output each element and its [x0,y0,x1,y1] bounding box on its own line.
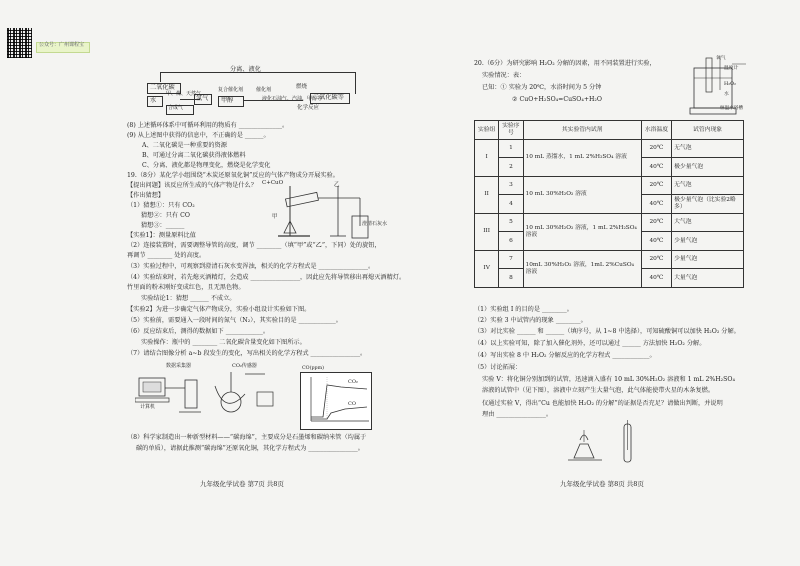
app-label-a: C+CuO [262,180,284,186]
app-r-label-2: 温度计 [724,66,739,71]
table-row [475,176,744,195]
qr-code-icon [7,28,32,58]
left-q8b-1: （8）科学家制造出一种新型材料——“碳海绵”，主要成分是石墨烯和碳纳米管（均属于 [127,434,367,441]
cell-result: 无气泡 [672,176,744,195]
series-co2-line [311,385,367,417]
left-opt-a: A、二氧化碳是一种重要的资源 [142,142,227,149]
flow-node-h2: 氢气 [196,95,209,102]
flow-mid4: 液化石油气、汽油、甲醇等 [262,96,323,102]
right-q20: 20.（6分）为研究影响 H₂O₂ 分解的因素，用不同装置进行实验， [474,60,656,67]
cell-group: I [475,139,499,176]
chart-series-co2: CO₂ [348,379,358,385]
app-r-label-5: 恒温水浴槽 [720,106,743,111]
cell-reagent: 10mL 30%H₂O₂ 溶液，1mL 2%CuSO₄ 溶液 [523,250,641,287]
app2-label-c: CO₂传感器 [232,363,257,369]
left-l3: （3）实验过程中，可观察到澄清石灰水变浑浊，相关的化学方程式是 ________________。 [127,263,375,270]
th-group: 实验组 [475,121,499,140]
flow-top-label: 分离、液化 [230,66,261,73]
cell-no: 4 [499,195,523,214]
cell-group: IV [475,250,499,287]
right-s1: 实验情况：表： [482,72,526,79]
cell-temp: 20℃ [641,176,671,195]
burner-tube-figure [568,420,648,470]
th-no: 实验序号 [499,121,523,140]
flow-node-co2: 二氧化碳 [150,84,175,91]
right-a5: （4）写出实验 8 中 H₂O₂ 分解反应的化学方程式 ____________。 [474,352,656,359]
header-tag-text: 公众号：广州课程宝 [39,42,85,48]
cell-reagent: 10 mL 蒸馏水，1 mL 2%H₂SO₄ 溶液 [523,139,641,176]
cell-temp: 40℃ [641,158,671,177]
left-l6: 实验结论1：猜想 ______ 不成立。 [141,295,236,302]
cell-temp: 20℃ [641,139,671,158]
flow-node-gas: 合成气 [168,105,184,111]
co-chart-svg [301,373,371,429]
cell-result: 大气泡 [672,213,744,232]
cell-no: 7 [499,250,523,269]
th-reagent: 其实验管内试剂 [523,121,641,140]
left-e2: 【实验2】为进一步确定气体产物成分，实验小组设计实验如下图。 [127,306,311,313]
app2-label-b: 计算机 [140,404,156,410]
table-row [475,250,744,269]
cell-reagent: 10 mL 30%H₂O₂ 溶液，1 mL 2%H₂SO₄ 溶液 [523,213,641,250]
left-opt-b: B、可通过分离二氧化碳获得液体燃料 [142,152,246,159]
right-a8: 溶液的试管中（见下图），溶液中立刻产生大量气泡，此气体能使带火星的木条复燃。 [482,387,715,394]
left-q8: (8) 上述循环体系中可循环利用的物质有 ______________。 [127,122,289,129]
left-h1: 【提出问题】该反应所生成的气体产物是什么？ [127,182,257,189]
cell-temp: 20℃ [641,250,671,269]
cell-no: 2 [499,158,523,177]
cell-no: 3 [499,176,523,195]
left-e1: 【实验1】：测量原料比值 [127,232,196,239]
co-chart [300,372,372,430]
cell-temp: 20℃ [641,213,671,232]
flow-node-methanol: 甲醇 [221,97,234,104]
flow-r2: 化学反应 [297,105,320,111]
left-g2: 猜想②：只有 CO [141,212,190,219]
app-r-label-4: 水 [724,92,729,97]
right-a10: 理由 ________________。 [482,411,553,418]
chart-ylabel: CO(ppm) [302,366,325,371]
cell-result: 少量气泡 [672,250,744,269]
left-l5: 竹里面的粉末刚好变成红色，且无黑色物。 [127,284,245,291]
left-l1: （2）连接装置时，需要调整导管的高度，调节 ________（填“甲”或“乙”，下同）处的旋钮， [127,242,381,249]
left-h2: 【作出猜想】 [127,192,165,199]
cell-group: III [475,213,499,250]
cell-result: 大量气泡 [672,269,744,288]
right-a4: （4）以上实验可知，除了加入催化剂外，还可以通过 ______ 方法加快 H₂O₂ 分解。 [474,340,706,347]
right-a9: 仅通过实验 V，得出“Cu 也能加快 H₂O₂ 的分解”的证据是否充足？请做出判断，并说明 [482,400,723,407]
left-g1: （1）猜想①：只有 CO₂ [127,202,195,209]
cell-result: 极少量气泡 [672,158,744,177]
app-label-d: 澄清石灰水 [362,221,388,227]
cell-result: 少量气泡 [672,232,744,251]
left-l9: 实验操作：瓶中的 ________ 二氧化碳含量变化如下图所示。 [141,339,306,346]
cell-group: II [475,176,499,213]
cell-temp: 40℃ [641,232,671,251]
app-label-c: 乙 [334,182,340,188]
table-row [475,213,744,232]
app2-label-a: 数据采集器 [166,363,192,369]
table-row [475,139,744,158]
right-s3: ② CuO+H₂SO₄=CuSO₄+H₂O [512,96,602,103]
cell-no: 1 [499,139,523,158]
experiment-table [474,120,744,288]
left-l7: （5）实验前，需要通入一段时间的氮气（N₂），其实验目的是 ____________。 [127,317,342,324]
left-g3: 猜想③：______ [141,222,185,229]
left-q9: (9) 从上述图中获得的信息中，不正确的是 ______。 [127,132,270,139]
app-r-label-1: 氧气 [716,56,726,61]
right-a3: （3）对比实验 ______ 和 ______（填序号，从 1~8 中选择），可知硫酸铜可以加快 H₂O₂ 分解。 [474,328,740,335]
cell-reagent: 10 mL 30%H₂O₂ 溶液 [523,176,641,213]
app-r-label-3: H₂O₂ [724,82,736,87]
left-q8b-2: 碳的单质），请据此推测“碳海绵”还原氧化铜，其化学方程式为 ________________。 [136,445,364,452]
th-temp: 水浴温度 [641,121,671,140]
cell-result: 无气泡 [672,139,744,158]
cell-temp: 40℃ [641,269,671,288]
water-bath-apparatus [688,54,754,122]
cell-no: 6 [499,232,523,251]
cell-result: 极少量气泡（比实验2略多） [672,195,744,214]
left-l2: 再调节 ________ 处的高度。 [127,252,206,259]
left-l10: （7）请结合图像分析 a~b 段发生的变化，写出相关的化学方程式 ________________。 [127,350,367,357]
chart-series-co: CO [348,401,356,407]
table-header-row [475,121,744,140]
th-result: 试管内现象 [672,121,744,140]
flow-mid2: 复合催化剂 [218,87,244,93]
left-q19: 19.（8分）某化学小组围绕“木炭还原氧化铜”反应的气体产物成分开展实验。 [127,172,339,179]
app-label-b: 甲 [272,214,278,220]
right-a6: （5）讨论拓展： [474,364,522,371]
flow-node-co2b: 二氧化碳等 [313,94,344,101]
apparatus-figure [250,176,380,246]
cell-temp: 40℃ [641,195,671,214]
left-opt-c: C、分离、液化都是物理变化，燃烧是化学变化 [142,162,271,169]
flow-node-water: 水 [150,97,157,104]
cell-no: 8 [499,269,523,288]
flow-mid3: 催化剂 [256,87,272,93]
right-a2: （2）实验 3 中试管内的现象 ________。 [474,317,587,324]
left-l8: （6）反应结束后，测得的数据如下 ____________。 [127,328,270,335]
flow-mid1: 甲、煤、天然气 [166,91,202,97]
flow-r1: 燃烧 [296,84,308,90]
left-l4: （4）实验结束时，若先熄灭酒精灯，会造成 ________________，因此应先将导管移出再熄灭酒精灯。 [127,274,406,281]
right-footer: 九年级化学试卷 第8页 共8页 [560,480,644,488]
cell-no: 5 [499,213,523,232]
right-s2: 已知：① 实验为 20℃，水浴时间为 5 分钟 [482,84,602,91]
right-a1: （1）实验组 I 的目的是 ________。 [474,306,573,313]
left-footer: 九年级化学试卷 第7页 共8页 [200,480,284,488]
sensor-apparatus-figure [135,362,285,426]
right-a7: 实验 V：将化铜分别加到的试管，迅速滴入盛有 10 mL 30%H₂O₂ 溶液和 1 mL 2%H₂SO₄ [482,376,735,383]
